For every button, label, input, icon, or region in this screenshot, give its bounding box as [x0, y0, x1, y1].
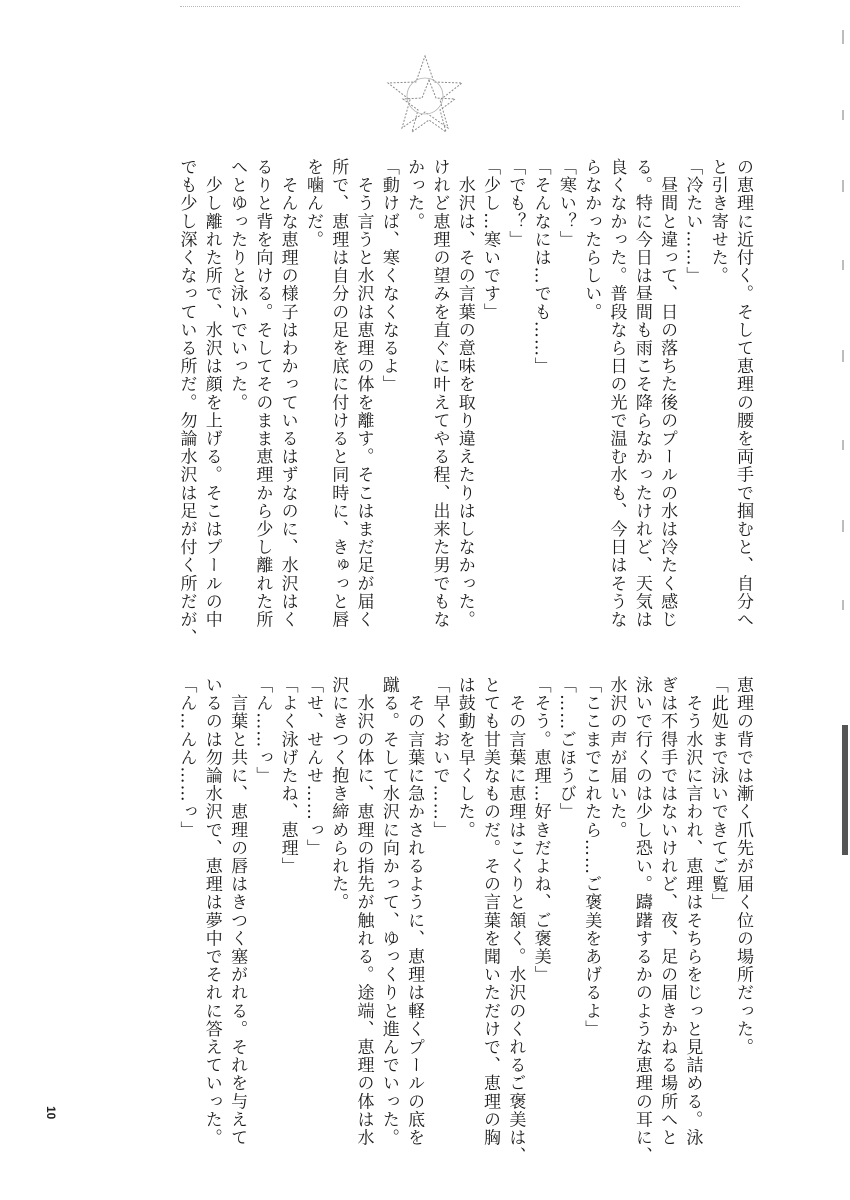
- text-line: 「……ごほうび」: [555, 676, 576, 821]
- text-line: 良くなかった。普段なら日の光で温む水も、今日はそうな: [606, 158, 627, 629]
- text-line: 「よく泳げたね、恵理」: [277, 676, 298, 876]
- text-line: の恵理に近付く。そして恵理の腰を両手で掴むと、自分へ: [733, 158, 753, 629]
- text-line: を噛んだ。: [302, 158, 323, 249]
- text-block-bottom: [173, 676, 755, 1165]
- page-edge-bar: [842, 725, 848, 855]
- page-edge-marks: [840, 20, 848, 620]
- text-line: は鼓動を早くした。: [454, 676, 475, 839]
- top-edge-rule: [180, 0, 740, 7]
- text-line: そう言うと水沢は恵理の体を離す。そこはまだ足が届く: [353, 158, 374, 629]
- text-line: るりと背を向ける。そしてそのまま恵理から少し離れた所: [252, 158, 273, 629]
- text-line: その言葉に急かされるように、恵理は軽くプールの底を: [404, 676, 425, 1147]
- text-line: へとゆったりと泳いでいった。: [227, 158, 248, 412]
- text-line: 少し離れた所で、水沢は顔を上げる。そこはプールの中: [201, 158, 222, 629]
- text-line: 「此処まで泳いできてご覧」: [707, 676, 728, 912]
- text-line: 「そんなには…でも……」: [530, 158, 551, 376]
- text-line: 「早くおいで……」: [429, 676, 450, 839]
- text-line: 水沢の声が届いた。: [606, 676, 627, 839]
- text-line: る。特に今日は昼間も雨こそ降らなかったけれど、天気は: [631, 158, 652, 629]
- star-ornament-icon: [385, 52, 465, 148]
- text-line: 「ん……っ」: [252, 676, 273, 785]
- text-line: 「少し…寒いです」: [480, 158, 501, 321]
- text-line: 「ここまでこれたら……ご褒美をあげるよ」: [581, 676, 602, 1038]
- text-line: そんな恵理の様子はわかっているはずなのに、水沢はく: [277, 158, 298, 629]
- text-line: とても甘美なものだ。その言葉を聞いただけで、恵理の胸: [480, 676, 501, 1147]
- text-line: 水沢は、その言葉の意味を取り違えたりはしなかった。: [454, 158, 475, 629]
- text-line: らなかったらしい。: [581, 158, 602, 321]
- text-line: 「せ、せんせ……っ」: [302, 676, 323, 857]
- text-line: 沢にきつく抱き締められた。: [328, 676, 349, 912]
- text-line: 昼間と違って、日の落ちた後のプールの水は冷たく感じ: [657, 158, 678, 629]
- text-line: 「ん…んん……っ」: [176, 676, 197, 839]
- text-line: 「寒い？」: [555, 158, 576, 249]
- text-line: 「でも？」: [505, 158, 526, 249]
- text-line: 泳いで行くのは少し恐い。躊躇するかのような恵理の耳に、: [631, 676, 652, 1165]
- text-line: いるのは勿論水沢で、恵理は夢中でそれに答えていった。: [201, 676, 222, 1147]
- text-line: 水沢の体に、恵理の指先が触れる。途端、恵理の体は水: [353, 676, 374, 1147]
- text-line: けれど恵理の望みを直ぐに叶えてやる程、出来た男でもな: [429, 158, 450, 629]
- text-line: かった。: [404, 158, 425, 231]
- text-line: 「そう。恵理…好きだよね、ご褒美」: [530, 676, 551, 984]
- text-line: 所で、恵理は自分の足を底に付けると同時に、きゅっと唇: [328, 158, 349, 629]
- text-line: その言葉に恵理はこくりと頷く。水沢のくれるご褒美は、: [505, 676, 526, 1165]
- text-line: そう水沢に言われ、恵理はそちらをじっと見詰める。泳: [682, 676, 703, 1147]
- page-number: 10: [44, 1106, 58, 1120]
- text-line: 蹴る。そして水沢に向かって、ゆっくりと進んでいった。: [378, 676, 399, 1147]
- text-line: と引き寄せた。: [707, 158, 728, 285]
- text-block-top: [173, 158, 755, 678]
- text-line: 「冷たい……」: [682, 158, 703, 285]
- text-line: 恵理の背では漸く爪先が届く位の場所だった。: [733, 676, 753, 1057]
- text-line: ぎは不得手ではないけれど、夜、足の届きかねる場所へと: [657, 676, 678, 1147]
- text-line: でも少し深くなっている所だ。勿論水沢は足が付く所だが、: [176, 158, 197, 647]
- text-line: 言葉と共に、恵理の唇はきつく塞がれる。それを与えて: [227, 676, 248, 1147]
- text-line: 「動けば、寒くなくなるよ」: [378, 158, 399, 394]
